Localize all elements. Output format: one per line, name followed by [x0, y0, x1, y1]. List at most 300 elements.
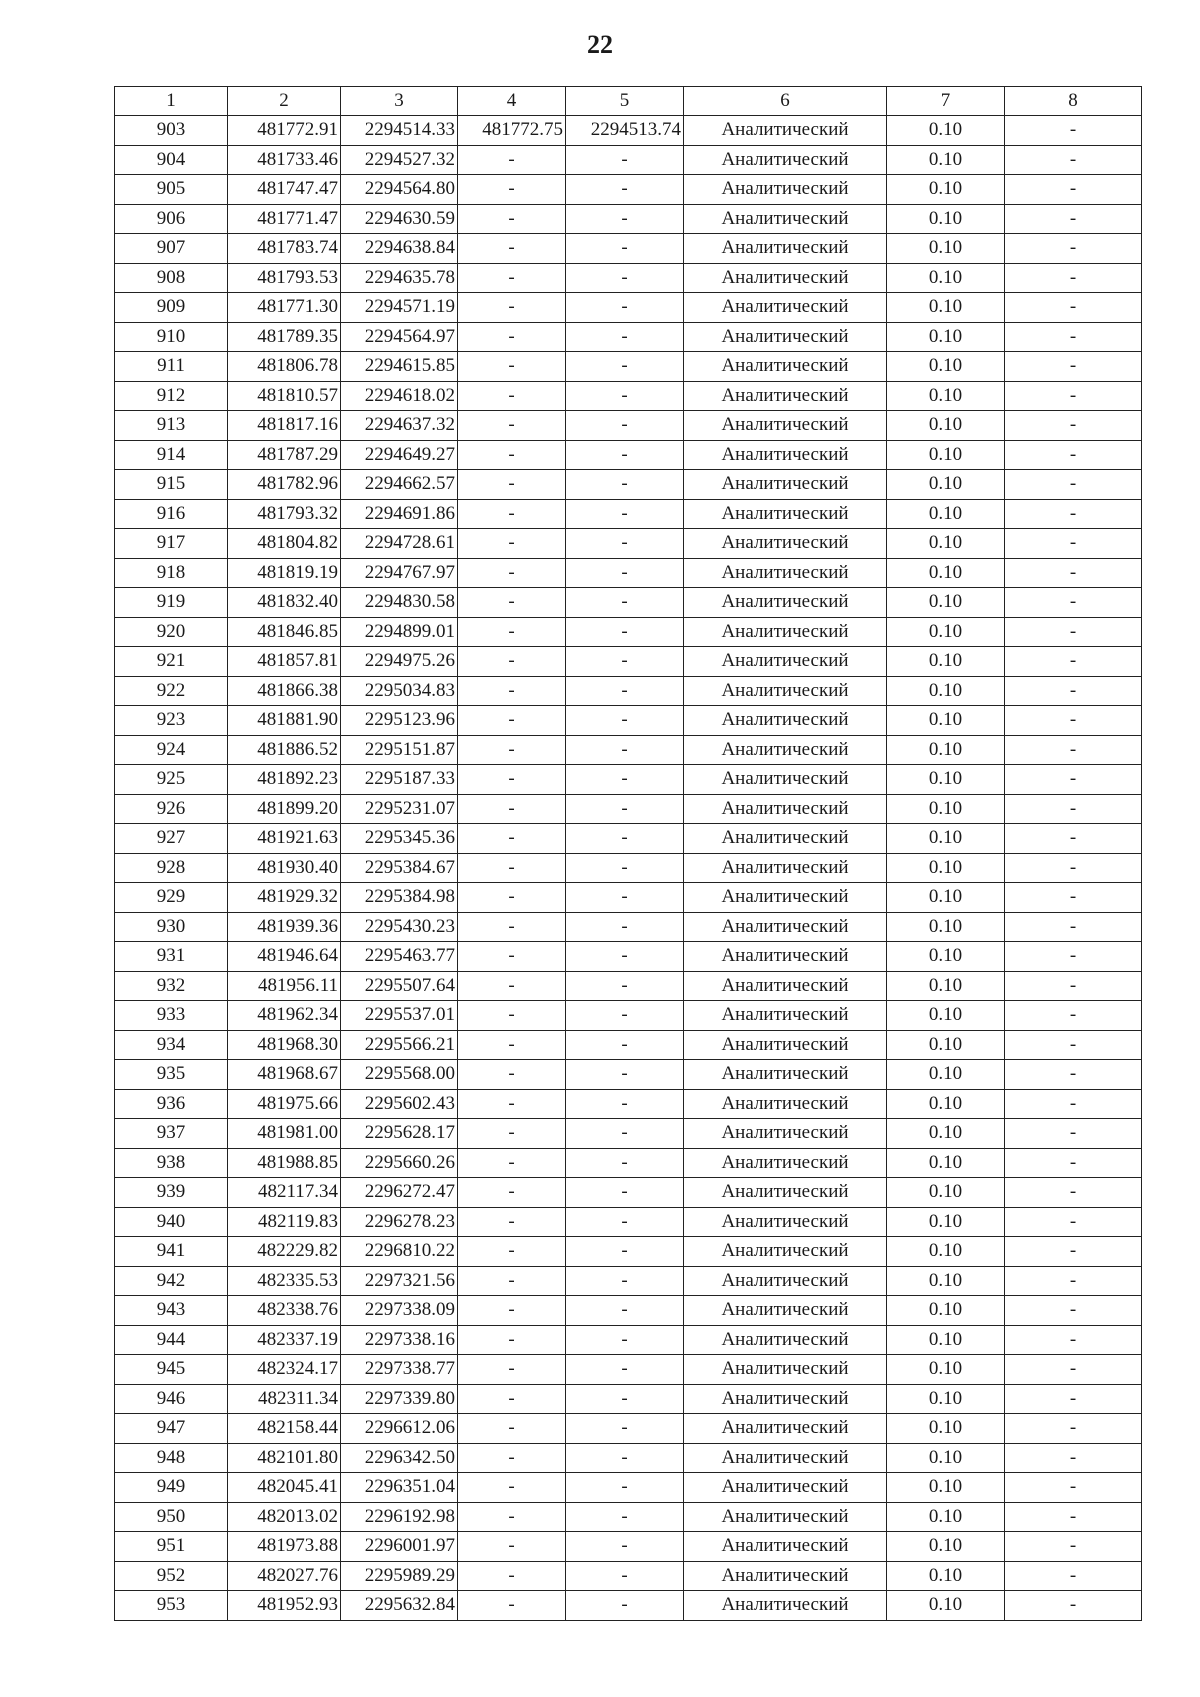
table-cell-col-6: Аналитический: [684, 175, 887, 205]
table-cell-col-1: 925: [115, 765, 228, 795]
table-cell-col-7: 0.10: [887, 794, 1005, 824]
table-cell-col-2: 481846.85: [228, 617, 341, 647]
table-cell-col-8: -: [1005, 1355, 1142, 1385]
table-row: [115, 912, 1142, 942]
table-cell-col-4: -: [458, 735, 566, 765]
table-cell-col-2: 481857.81: [228, 647, 341, 677]
table-cell-col-3: 2294635.78: [341, 263, 458, 293]
table-row: [115, 175, 1142, 205]
table-cell-col-8: -: [1005, 1296, 1142, 1326]
table-cell-col-3: 2295568.00: [341, 1060, 458, 1090]
table-cell-col-5: -: [566, 529, 684, 559]
table-cell-col-3: 2295989.29: [341, 1561, 458, 1591]
table-cell-col-6: Аналитический: [684, 794, 887, 824]
table-cell-col-4: -: [458, 1296, 566, 1326]
table-cell-col-8: -: [1005, 293, 1142, 323]
table-cell-col-5: -: [566, 1178, 684, 1208]
table-cell-col-3: 2295660.26: [341, 1148, 458, 1178]
table-cell-col-1: 931: [115, 942, 228, 972]
table-cell-col-1: 911: [115, 352, 228, 382]
table-cell-col-5: -: [566, 647, 684, 677]
table-cell-col-6: Аналитический: [684, 263, 887, 293]
table-cell-col-7: 0.10: [887, 1532, 1005, 1562]
table-cell-col-1: 949: [115, 1473, 228, 1503]
table-cell-col-3: 2295602.43: [341, 1089, 458, 1119]
column-header-8: 8: [1005, 87, 1142, 116]
table-cell-col-1: 905: [115, 175, 228, 205]
table-cell-col-7: 0.10: [887, 558, 1005, 588]
table-cell-col-7: 0.10: [887, 971, 1005, 1001]
table-cell-col-2: 481866.38: [228, 676, 341, 706]
table-row: [115, 1355, 1142, 1385]
table-cell-col-2: 481892.23: [228, 765, 341, 795]
table-cell-col-2: 481832.40: [228, 588, 341, 618]
table-cell-col-1: 909: [115, 293, 228, 323]
table-cell-col-6: Аналитический: [684, 1325, 887, 1355]
table-row: [115, 234, 1142, 264]
table-cell-col-1: 941: [115, 1237, 228, 1267]
table-cell-col-5: -: [566, 765, 684, 795]
table-row: [115, 1325, 1142, 1355]
table-cell-col-8: -: [1005, 1148, 1142, 1178]
table-cell-col-7: 0.10: [887, 1502, 1005, 1532]
table-cell-col-7: 0.10: [887, 1060, 1005, 1090]
table-cell-col-3: 2296192.98: [341, 1502, 458, 1532]
table-cell-col-1: 934: [115, 1030, 228, 1060]
table-row: [115, 558, 1142, 588]
table-cell-col-1: 913: [115, 411, 228, 441]
table-cell-col-5: -: [566, 322, 684, 352]
table-row: [115, 588, 1142, 618]
table-cell-col-6: Аналитический: [684, 1532, 887, 1562]
table-cell-col-7: 0.10: [887, 145, 1005, 175]
table-cell-col-3: 2294630.59: [341, 204, 458, 234]
table-cell-col-2: 481793.53: [228, 263, 341, 293]
table-cell-col-3: 2297338.09: [341, 1296, 458, 1326]
table-cell-col-2: 482324.17: [228, 1355, 341, 1385]
table-cell-col-8: -: [1005, 617, 1142, 647]
table-cell-col-6: Аналитический: [684, 1001, 887, 1031]
table-cell-col-5: -: [566, 588, 684, 618]
table-cell-col-2: 482013.02: [228, 1502, 341, 1532]
table-cell-col-2: 481962.34: [228, 1001, 341, 1031]
table-cell-col-7: 0.10: [887, 175, 1005, 205]
table-row: [115, 145, 1142, 175]
table-cell-col-8: -: [1005, 1473, 1142, 1503]
table-cell-col-8: -: [1005, 676, 1142, 706]
table-cell-col-6: Аналитический: [684, 853, 887, 883]
table-cell-col-6: Аналитический: [684, 647, 887, 677]
table-cell-col-7: 0.10: [887, 352, 1005, 382]
table-cell-col-2: 481817.16: [228, 411, 341, 441]
table-cell-col-1: 928: [115, 853, 228, 883]
table-cell-col-8: -: [1005, 1591, 1142, 1621]
table-cell-col-6: Аналитический: [684, 499, 887, 529]
table-cell-col-8: -: [1005, 735, 1142, 765]
table-cell-col-7: 0.10: [887, 942, 1005, 972]
table-cell-col-3: 2294662.57: [341, 470, 458, 500]
table-cell-col-1: 923: [115, 706, 228, 736]
table-cell-col-6: Аналитический: [684, 676, 887, 706]
table-cell-col-4: -: [458, 1119, 566, 1149]
table-cell-col-1: 922: [115, 676, 228, 706]
table-row: [115, 322, 1142, 352]
table-cell-col-8: -: [1005, 971, 1142, 1001]
table-cell-col-4: -: [458, 499, 566, 529]
table-cell-col-7: 0.10: [887, 440, 1005, 470]
table-row: [115, 1001, 1142, 1031]
table-cell-col-7: 0.10: [887, 765, 1005, 795]
table-cell-col-5: 2294513.74: [566, 116, 684, 146]
table-cell-col-5: -: [566, 1532, 684, 1562]
table-cell-col-7: 0.10: [887, 411, 1005, 441]
table-cell-col-5: -: [566, 499, 684, 529]
table-cell-col-8: -: [1005, 588, 1142, 618]
table-cell-col-4: -: [458, 175, 566, 205]
table-cell-col-2: 482117.34: [228, 1178, 341, 1208]
page-number: 22: [587, 30, 613, 59]
table-cell-col-5: -: [566, 558, 684, 588]
table-cell-col-4: -: [458, 706, 566, 736]
table-cell-col-3: 2296001.97: [341, 1532, 458, 1562]
table-cell-col-2: 482027.76: [228, 1561, 341, 1591]
table-cell-col-6: Аналитический: [684, 706, 887, 736]
table-cell-col-4: -: [458, 352, 566, 382]
table-cell-col-3: 2295537.01: [341, 1001, 458, 1031]
table-cell-col-7: 0.10: [887, 116, 1005, 146]
table-cell-col-3: 2294830.58: [341, 588, 458, 618]
table-cell-col-6: Аналитический: [684, 1030, 887, 1060]
table-cell-col-2: 481899.20: [228, 794, 341, 824]
table-cell-col-3: 2296351.04: [341, 1473, 458, 1503]
table-cell-col-7: 0.10: [887, 322, 1005, 352]
table-row: [115, 293, 1142, 323]
table-cell-col-8: -: [1005, 1030, 1142, 1060]
table-cell-col-2: 481783.74: [228, 234, 341, 264]
table-cell-col-5: -: [566, 1119, 684, 1149]
table-cell-col-8: -: [1005, 912, 1142, 942]
table-cell-col-3: 2294618.02: [341, 381, 458, 411]
table-cell-col-5: -: [566, 1591, 684, 1621]
table-cell-col-4: -: [458, 1325, 566, 1355]
table-cell-col-7: 0.10: [887, 1207, 1005, 1237]
table-cell-col-8: -: [1005, 706, 1142, 736]
table-cell-col-7: 0.10: [887, 1296, 1005, 1326]
table-cell-col-3: 2297339.80: [341, 1384, 458, 1414]
table-cell-col-4: -: [458, 1030, 566, 1060]
table-cell-col-2: 481952.93: [228, 1591, 341, 1621]
table-cell-col-1: 924: [115, 735, 228, 765]
table-row: [115, 1532, 1142, 1562]
table-cell-col-4: -: [458, 1266, 566, 1296]
table-row: [115, 1473, 1142, 1503]
table-cell-col-1: 945: [115, 1355, 228, 1385]
table-row: [115, 1089, 1142, 1119]
table-cell-col-3: 2295430.23: [341, 912, 458, 942]
table-cell-col-2: 481804.82: [228, 529, 341, 559]
table-cell-col-5: -: [566, 1443, 684, 1473]
table-row: [115, 263, 1142, 293]
table-cell-col-3: 2295628.17: [341, 1119, 458, 1149]
table-cell-col-1: 952: [115, 1561, 228, 1591]
table-cell-col-5: -: [566, 794, 684, 824]
table-cell-col-6: Аналитический: [684, 1473, 887, 1503]
table-cell-col-5: -: [566, 1030, 684, 1060]
table-cell-col-1: 940: [115, 1207, 228, 1237]
table-cell-col-2: 481956.11: [228, 971, 341, 1001]
table-cell-col-8: -: [1005, 1178, 1142, 1208]
table-cell-col-5: -: [566, 1355, 684, 1385]
table-cell-col-1: 933: [115, 1001, 228, 1031]
table-cell-col-4: -: [458, 1502, 566, 1532]
table-cell-col-6: Аналитический: [684, 411, 887, 441]
table-row: [115, 204, 1142, 234]
table-cell-col-4: -: [458, 765, 566, 795]
table-cell-col-7: 0.10: [887, 824, 1005, 854]
table-cell-col-2: 481886.52: [228, 735, 341, 765]
table-cell-col-5: -: [566, 1266, 684, 1296]
table-cell-col-2: 481789.35: [228, 322, 341, 352]
table-cell-col-4: -: [458, 1060, 566, 1090]
table-cell-col-2: 481787.29: [228, 440, 341, 470]
table-cell-col-1: 921: [115, 647, 228, 677]
table-cell-col-5: -: [566, 1296, 684, 1326]
table-cell-col-2: 481968.30: [228, 1030, 341, 1060]
coordinates-table: [114, 86, 1142, 1621]
table-cell-col-8: -: [1005, 1532, 1142, 1562]
table-cell-col-6: Аналитический: [684, 1502, 887, 1532]
table-cell-col-4: -: [458, 1443, 566, 1473]
table-cell-col-4: -: [458, 204, 566, 234]
table-cell-col-8: -: [1005, 1119, 1142, 1149]
table-row: [115, 706, 1142, 736]
table-cell-col-2: 481771.47: [228, 204, 341, 234]
table-cell-col-8: -: [1005, 529, 1142, 559]
table-cell-col-5: -: [566, 440, 684, 470]
table-cell-col-4: -: [458, 942, 566, 972]
table-row: [115, 529, 1142, 559]
table-row: [115, 824, 1142, 854]
table-cell-col-8: -: [1005, 1561, 1142, 1591]
table-cell-col-1: 942: [115, 1266, 228, 1296]
table-cell-col-7: 0.10: [887, 1384, 1005, 1414]
table-cell-col-5: -: [566, 470, 684, 500]
table-cell-col-6: Аналитический: [684, 529, 887, 559]
table-cell-col-5: -: [566, 175, 684, 205]
table-cell-col-8: -: [1005, 647, 1142, 677]
table-cell-col-7: 0.10: [887, 883, 1005, 913]
table-cell-col-6: Аналитический: [684, 617, 887, 647]
table-cell-col-1: 947: [115, 1414, 228, 1444]
table-cell-col-8: -: [1005, 1060, 1142, 1090]
table-cell-col-3: 2295034.83: [341, 676, 458, 706]
column-header-4: 4: [458, 87, 566, 116]
table-cell-col-7: 0.10: [887, 1119, 1005, 1149]
table-row: [115, 883, 1142, 913]
table-row: [115, 676, 1142, 706]
table-row: [115, 617, 1142, 647]
table-cell-col-4: -: [458, 794, 566, 824]
table-cell-col-1: 936: [115, 1089, 228, 1119]
table-row: [115, 971, 1142, 1001]
table-cell-col-6: Аналитический: [684, 1089, 887, 1119]
table-cell-col-8: -: [1005, 263, 1142, 293]
table-cell-col-3: 2295123.96: [341, 706, 458, 736]
table-cell-col-5: -: [566, 1473, 684, 1503]
table-cell-col-6: Аналитический: [684, 440, 887, 470]
table-cell-col-5: -: [566, 971, 684, 1001]
table-row: [115, 1060, 1142, 1090]
table-cell-col-8: -: [1005, 824, 1142, 854]
table-cell-col-1: 943: [115, 1296, 228, 1326]
table-row: [115, 942, 1142, 972]
table-cell-col-6: Аналитический: [684, 322, 887, 352]
table-cell-col-5: -: [566, 1001, 684, 1031]
table-cell-col-2: 482119.83: [228, 1207, 341, 1237]
table-cell-col-4: -: [458, 971, 566, 1001]
table-cell-col-4: -: [458, 617, 566, 647]
table-cell-col-5: -: [566, 942, 684, 972]
table-cell-col-3: 2297338.77: [341, 1355, 458, 1385]
table-cell-col-4: -: [458, 322, 566, 352]
table-row: [115, 765, 1142, 795]
table-cell-col-7: 0.10: [887, 470, 1005, 500]
table-cell-col-2: 481930.40: [228, 853, 341, 883]
table-cell-col-7: 0.10: [887, 499, 1005, 529]
table-cell-col-8: -: [1005, 883, 1142, 913]
table-cell-col-3: 2296278.23: [341, 1207, 458, 1237]
table-cell-col-1: 944: [115, 1325, 228, 1355]
table-cell-col-8: -: [1005, 1266, 1142, 1296]
table-cell-col-6: Аналитический: [684, 971, 887, 1001]
table-cell-col-2: 481806.78: [228, 352, 341, 382]
table-cell-col-1: 906: [115, 204, 228, 234]
table-row: [115, 735, 1142, 765]
table-cell-col-6: Аналитический: [684, 381, 887, 411]
table-cell-col-5: -: [566, 411, 684, 441]
table-cell-col-4: -: [458, 1414, 566, 1444]
table-cell-col-3: 2295463.77: [341, 942, 458, 972]
table-cell-col-2: 481981.00: [228, 1119, 341, 1149]
table-cell-col-7: 0.10: [887, 204, 1005, 234]
table-cell-col-3: 2297338.16: [341, 1325, 458, 1355]
table-cell-col-6: Аналитический: [684, 1060, 887, 1090]
table-cell-col-8: -: [1005, 116, 1142, 146]
table-cell-col-3: 2294514.33: [341, 116, 458, 146]
table-cell-col-2: 481921.63: [228, 824, 341, 854]
table-cell-col-7: 0.10: [887, 1325, 1005, 1355]
table-cell-col-5: -: [566, 145, 684, 175]
table-cell-col-4: 481772.75: [458, 116, 566, 146]
table-row: [115, 1266, 1142, 1296]
table-cell-col-3: 2294899.01: [341, 617, 458, 647]
table-cell-col-8: -: [1005, 470, 1142, 500]
table-cell-col-3: 2295384.67: [341, 853, 458, 883]
table-cell-col-1: 932: [115, 971, 228, 1001]
table-cell-col-3: 2294638.84: [341, 234, 458, 264]
table-cell-col-3: 2294615.85: [341, 352, 458, 382]
table-cell-col-4: -: [458, 1089, 566, 1119]
table-cell-col-6: Аналитический: [684, 1414, 887, 1444]
table-cell-col-2: 482101.80: [228, 1443, 341, 1473]
table-cell-col-7: 0.10: [887, 1355, 1005, 1385]
table-cell-col-2: 482335.53: [228, 1266, 341, 1296]
column-header-3: 3: [341, 87, 458, 116]
table-cell-col-3: 2297321.56: [341, 1266, 458, 1296]
table-cell-col-6: Аналитический: [684, 883, 887, 913]
table-cell-col-1: 937: [115, 1119, 228, 1149]
table-cell-col-2: 481973.88: [228, 1532, 341, 1562]
table-cell-col-2: 481782.96: [228, 470, 341, 500]
table-cell-col-3: 2294571.19: [341, 293, 458, 323]
table-cell-col-8: -: [1005, 1001, 1142, 1031]
table-cell-col-6: Аналитический: [684, 116, 887, 146]
table-cell-col-6: Аналитический: [684, 1355, 887, 1385]
table-cell-col-3: 2295566.21: [341, 1030, 458, 1060]
table-cell-col-4: -: [458, 824, 566, 854]
table-cell-col-8: -: [1005, 234, 1142, 264]
column-header-1: 1: [115, 87, 228, 116]
table-cell-col-4: -: [458, 912, 566, 942]
table-cell-col-7: 0.10: [887, 1237, 1005, 1267]
table-cell-col-4: -: [458, 883, 566, 913]
table-cell-col-6: Аналитический: [684, 1296, 887, 1326]
table-row: [115, 411, 1142, 441]
table-cell-col-6: Аналитический: [684, 1148, 887, 1178]
table-cell-col-6: Аналитический: [684, 470, 887, 500]
table-cell-col-6: Аналитический: [684, 765, 887, 795]
table-cell-col-2: 481819.19: [228, 558, 341, 588]
table-cell-col-1: 927: [115, 824, 228, 854]
table-cell-col-7: 0.10: [887, 263, 1005, 293]
table-cell-col-7: 0.10: [887, 1473, 1005, 1503]
column-header-7: 7: [887, 87, 1005, 116]
table-cell-col-2: 482338.76: [228, 1296, 341, 1326]
table-cell-col-7: 0.10: [887, 617, 1005, 647]
table-cell-col-2: 481771.30: [228, 293, 341, 323]
table-cell-col-4: -: [458, 1178, 566, 1208]
table-row: [115, 470, 1142, 500]
table-cell-col-3: 2296612.06: [341, 1414, 458, 1444]
table-cell-col-5: -: [566, 352, 684, 382]
table-cell-col-4: -: [458, 1207, 566, 1237]
table-cell-col-2: 481975.66: [228, 1089, 341, 1119]
table-cell-col-3: 2294649.27: [341, 440, 458, 470]
table-cell-col-4: -: [458, 440, 566, 470]
table-cell-col-1: 908: [115, 263, 228, 293]
table-cell-col-3: 2294728.61: [341, 529, 458, 559]
table-cell-col-7: 0.10: [887, 529, 1005, 559]
table-cell-col-5: -: [566, 1060, 684, 1090]
table-cell-col-5: -: [566, 1207, 684, 1237]
table-cell-col-4: -: [458, 853, 566, 883]
table-row: [115, 853, 1142, 883]
table-cell-col-3: 2295345.36: [341, 824, 458, 854]
table-cell-col-7: 0.10: [887, 1089, 1005, 1119]
table-cell-col-2: 481946.64: [228, 942, 341, 972]
table-cell-col-4: -: [458, 1532, 566, 1562]
table-cell-col-1: 915: [115, 470, 228, 500]
table-cell-col-2: 481968.67: [228, 1060, 341, 1090]
table-cell-col-4: -: [458, 1473, 566, 1503]
table-row: [115, 1178, 1142, 1208]
table-row: [115, 1414, 1142, 1444]
table-cell-col-1: 907: [115, 234, 228, 264]
table-cell-col-4: -: [458, 588, 566, 618]
table-cell-col-8: -: [1005, 175, 1142, 205]
table-cell-col-1: 920: [115, 617, 228, 647]
table-cell-col-7: 0.10: [887, 293, 1005, 323]
